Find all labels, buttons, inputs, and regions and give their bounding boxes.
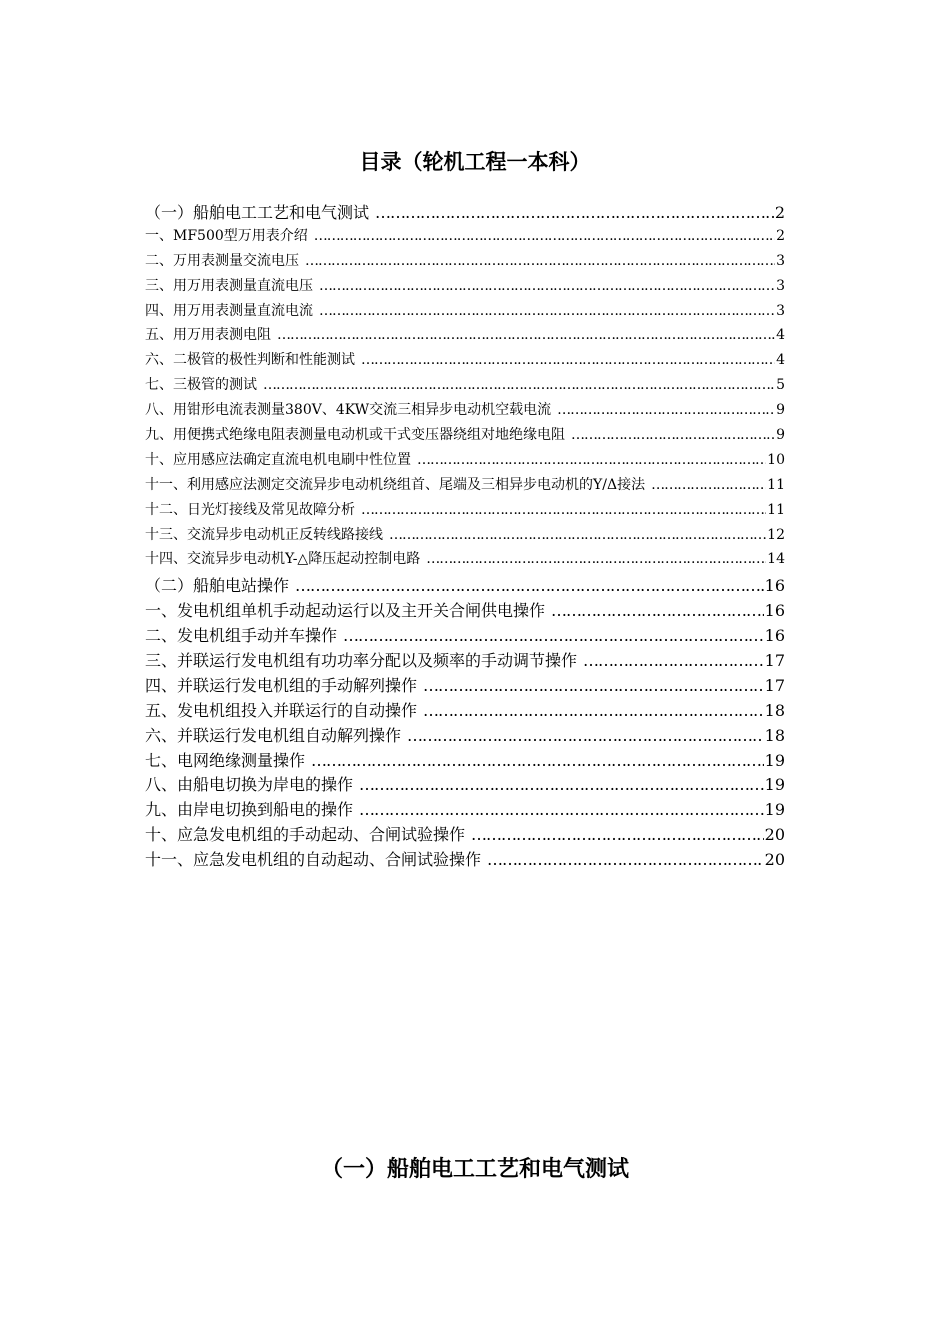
toc-entry-page: 19: [764, 775, 785, 795]
dot-leader: [359, 775, 764, 794]
dot-leader: [295, 576, 764, 595]
toc-entry[interactable]: [145, 449, 785, 474]
toc-entry-page: 5: [776, 377, 785, 394]
toc-entry[interactable]: [145, 275, 785, 300]
dot-leader: [311, 751, 764, 770]
toc-entry-label: 三、并联运行发电机组有功功率分配以及频率的手动调节操作: [145, 651, 578, 671]
toc-entry-label: 十三、交流异步电动机正反转线路接线: [145, 526, 383, 543]
toc-entry-label: 五、发电机组投入并联运行的自动操作: [145, 700, 418, 720]
table-of-contents: [145, 200, 785, 872]
toc-entry[interactable]: [145, 748, 785, 773]
toc-entry-label: 十一、利用感应法测定交流异步电动机绕组首、尾端及三相异步电动机的Y/Δ接法: [145, 476, 646, 493]
toc-entry-page: 18: [764, 725, 785, 745]
toc-entry-page: 11: [767, 476, 785, 493]
toc-entry-page: 3: [776, 302, 785, 319]
toc-entry[interactable]: [145, 772, 785, 797]
toc-entry-page: 17: [764, 675, 785, 695]
toc-entry-page: 19: [764, 800, 785, 820]
toc-entry[interactable]: [145, 548, 785, 573]
toc-entry[interactable]: [145, 598, 785, 623]
toc-entry-label: 九、用便携式绝缘电阻表测量电动机或干式变压器绕组对地绝缘电阻: [145, 427, 565, 444]
dot-leader: [423, 701, 764, 720]
toc-entry[interactable]: [145, 499, 785, 524]
toc-entry-label: 八、用钳形电流表测量380V、4KW交流三相异步电动机空载电流: [145, 402, 552, 419]
toc-entry-label: 一、MF500型万用表介绍: [145, 227, 308, 244]
toc-entry[interactable]: [145, 698, 785, 723]
toc-entry-label: 四、并联运行发电机组的手动解列操作: [145, 675, 418, 695]
toc-entry-label: 二、万用表测量交流电压: [145, 252, 299, 269]
dot-leader: [551, 601, 764, 620]
dot-leader: [471, 825, 764, 844]
dot-leader: [651, 477, 766, 493]
toc-entry-page: 9: [776, 427, 785, 444]
dot-leader: [557, 402, 775, 418]
dot-leader: [417, 452, 766, 468]
toc-entry[interactable]: [145, 847, 785, 872]
toc-entry[interactable]: [145, 648, 785, 673]
toc-entry-label: 八、由船电切换为岸电的操作: [145, 775, 354, 795]
dot-leader: [305, 253, 775, 269]
toc-entry-label: 十四、交流异步电动机Y-△降压起动控制电路: [145, 551, 421, 568]
dot-leader: [277, 327, 775, 343]
toc-entry-label: 五、用万用表测电阻: [145, 327, 271, 344]
toc-entry-page: 3: [776, 252, 785, 269]
dot-leader: [314, 228, 775, 244]
toc-entry-label: （二）船舶电站操作: [145, 576, 290, 596]
toc-entry-page: 2: [776, 227, 785, 244]
toc-entry[interactable]: [145, 573, 785, 598]
dot-leader: [319, 278, 775, 294]
toc-entry-page: 20: [764, 850, 785, 870]
toc-entry-page: 10: [767, 451, 785, 468]
toc-entry-page: 12: [767, 526, 785, 543]
toc-entry[interactable]: [145, 349, 785, 374]
toc-entry-page: 16: [764, 626, 785, 646]
toc-entry-page: 19: [764, 750, 785, 770]
toc-entry-label: （一）船舶电工工艺和电气测试: [145, 203, 370, 222]
toc-title: 目录（轮机工程一本科）: [359, 150, 591, 174]
dot-leader: [389, 527, 766, 543]
toc-entry-label: 十、应用感应法确定直流电机电刷中性位置: [145, 451, 411, 468]
toc-entry-label: 三、用万用表测量直流电压: [145, 277, 313, 294]
toc-entry-page: 2: [774, 203, 785, 222]
dot-leader: [361, 502, 766, 518]
toc-entry[interactable]: [145, 723, 785, 748]
toc-entry-page: 14: [767, 551, 785, 568]
toc-entry-page: 20: [764, 825, 785, 845]
toc-entry-page: 18: [764, 700, 785, 720]
dot-leader: [426, 551, 766, 567]
toc-entry[interactable]: [145, 300, 785, 325]
toc-entry-label: 七、电网绝缘测量操作: [145, 750, 306, 770]
toc-entry[interactable]: [145, 623, 785, 648]
toc-entry[interactable]: [145, 324, 785, 349]
toc-entry-label: 二、发电机组手动并车操作: [145, 626, 338, 646]
toc-entry-label: 十二、日光灯接线及常见故障分析: [145, 501, 355, 518]
toc-entry[interactable]: [145, 822, 785, 847]
dot-leader: [359, 800, 764, 819]
dot-leader: [583, 651, 764, 670]
toc-entry[interactable]: [145, 225, 785, 250]
toc-entry[interactable]: [145, 374, 785, 399]
toc-entry[interactable]: [145, 424, 785, 449]
dot-leader: [319, 303, 775, 319]
toc-entry-label: 九、由岸电切换到船电的操作: [145, 800, 354, 820]
toc-entry-page: 4: [776, 352, 785, 369]
section-heading: （一）船舶电工工艺和电气测试: [320, 1157, 629, 1182]
toc-entry[interactable]: [145, 399, 785, 424]
toc-entry[interactable]: [145, 673, 785, 698]
toc-entry-page: 17: [764, 651, 785, 671]
dot-leader: [423, 676, 764, 695]
toc-entry-page: 3: [776, 277, 785, 294]
toc-entry[interactable]: [145, 200, 785, 225]
dot-leader: [375, 203, 774, 222]
dot-leader: [263, 377, 775, 393]
toc-entry-label: 六、二极管的极性判断和性能测试: [145, 352, 355, 369]
toc-entry-page: 4: [776, 327, 785, 344]
dot-leader: [361, 352, 775, 368]
toc-entry-page: 16: [764, 576, 785, 596]
toc-entry-page: 11: [767, 501, 785, 518]
toc-entry[interactable]: [145, 474, 785, 499]
toc-entry[interactable]: [145, 524, 785, 549]
toc-entry[interactable]: [145, 250, 785, 275]
toc-entry-page: 9: [776, 402, 785, 419]
toc-entry-label: 四、用万用表测量直流电流: [145, 302, 313, 319]
toc-entry-label: 十、应急发电机组的手动起动、合闸试验操作: [145, 825, 466, 845]
toc-entry-label: 七、三极管的测试: [145, 377, 257, 394]
dot-leader: [343, 626, 764, 645]
dot-leader: [571, 427, 775, 443]
toc-entry-page: 16: [764, 601, 785, 621]
toc-entry-label: 一、发电机组单机手动起动运行以及主开关合闸供电操作: [145, 601, 546, 621]
toc-entry[interactable]: [145, 797, 785, 822]
dot-leader: [407, 726, 764, 745]
toc-entry-label: 十一、应急发电机组的自动起动、合闸试验操作: [145, 850, 482, 870]
toc-entry-label: 六、并联运行发电机组自动解列操作: [145, 725, 402, 745]
dot-leader: [487, 850, 764, 869]
